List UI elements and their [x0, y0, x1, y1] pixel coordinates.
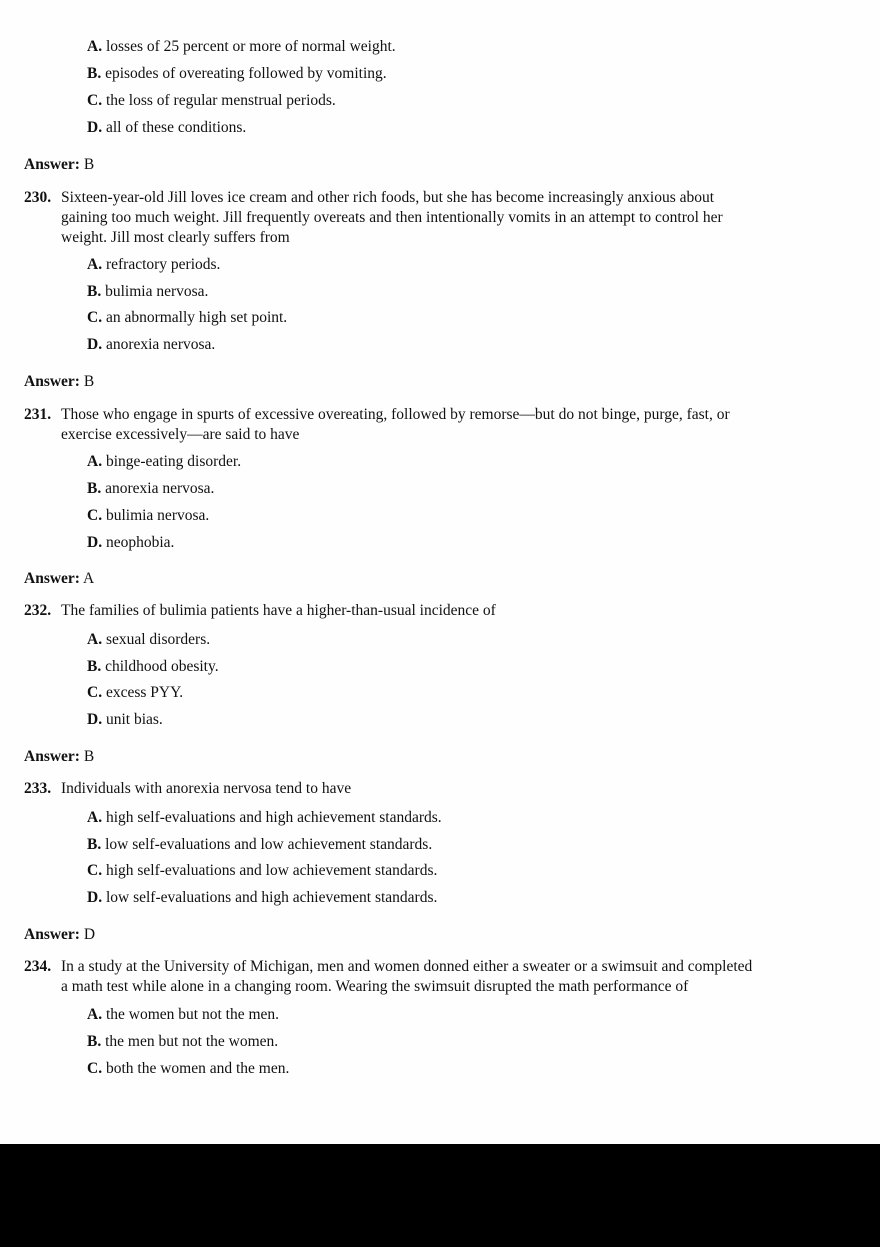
question-stem: 234. In a study at the University of Michigan, men and women donned either a sweater or a swimsuit and completed a math test while alone in a changing room. Wearing the swimsuit disrupted the math performance of [24, 958, 753, 995]
answer-line: Answer: B [24, 156, 95, 173]
question-stem: 230. Sixteen-year-old Jill loves ice cream and other rich foods, but she has become increasingly anxious about gaining too much weight. Jill frequently overeats and then intentionally vomits in an attempt to control her weight. Jill most clearly suffers from [24, 189, 723, 246]
option-b: B. low self-evaluations and low achievement standards. [87, 836, 433, 853]
option-c: C. both the women and the men. [87, 1060, 290, 1077]
option-d: D. all of these conditions. [87, 119, 247, 136]
option-b: B. the men but not the women. [87, 1033, 279, 1050]
option-a: A. refractory periods. [87, 256, 221, 273]
question-stem: 232. The families of bulimia patients have a higher-than-usual incidence of [24, 602, 496, 619]
question-number: 232. [24, 602, 52, 619]
option-c: C. excess PYY. [87, 684, 184, 701]
bottom-black-band [0, 1144, 880, 1247]
question-number: 233. [24, 780, 52, 797]
option-a: A. high self-evaluations and high achievement standards. [87, 809, 442, 826]
option-a: A. binge-eating disorder. [87, 453, 242, 470]
option-b: B. bulimia nervosa. [87, 283, 209, 300]
question-number: 234. [24, 958, 52, 975]
option-b: B. anorexia nervosa. [87, 480, 215, 497]
question-number: 231. [24, 406, 52, 423]
option-c: C. bulimia nervosa. [87, 507, 210, 524]
question-stem: 231. Those who engage in spurts of excessive overeating, followed by remorse—but do not binge, purge, fast, or exercise excessively—are said to have [24, 406, 730, 443]
option-d: D. neophobia. [87, 534, 175, 551]
option-c: C. an abnormally high set point. [87, 309, 288, 326]
option-c: C. the loss of regular menstrual periods. [87, 92, 336, 109]
question-number: 230. [24, 189, 52, 206]
option-d: D. low self-evaluations and high achievement standards. [87, 889, 438, 906]
option-a: A. the women but not the men. [87, 1006, 280, 1023]
option-d: D. unit bias. [87, 711, 163, 728]
option-a: A. sexual disorders. [87, 631, 211, 648]
answer-line: Answer: D [24, 926, 96, 943]
option-d: D. anorexia nervosa. [87, 336, 216, 353]
option-c: C. high self-evaluations and low achievement standards. [87, 862, 438, 879]
option-b: B. childhood obesity. [87, 658, 219, 675]
answer-line: Answer: A [24, 570, 95, 587]
question-stem: 233. Individuals with anorexia nervosa tend to have [24, 780, 352, 797]
option-b: B. episodes of overeating followed by vomiting. [87, 65, 387, 82]
answer-line: Answer: B [24, 748, 95, 765]
answer-line: Answer: B [24, 373, 95, 390]
option-a: A. losses of 25 percent or more of normal weight. [87, 38, 396, 55]
